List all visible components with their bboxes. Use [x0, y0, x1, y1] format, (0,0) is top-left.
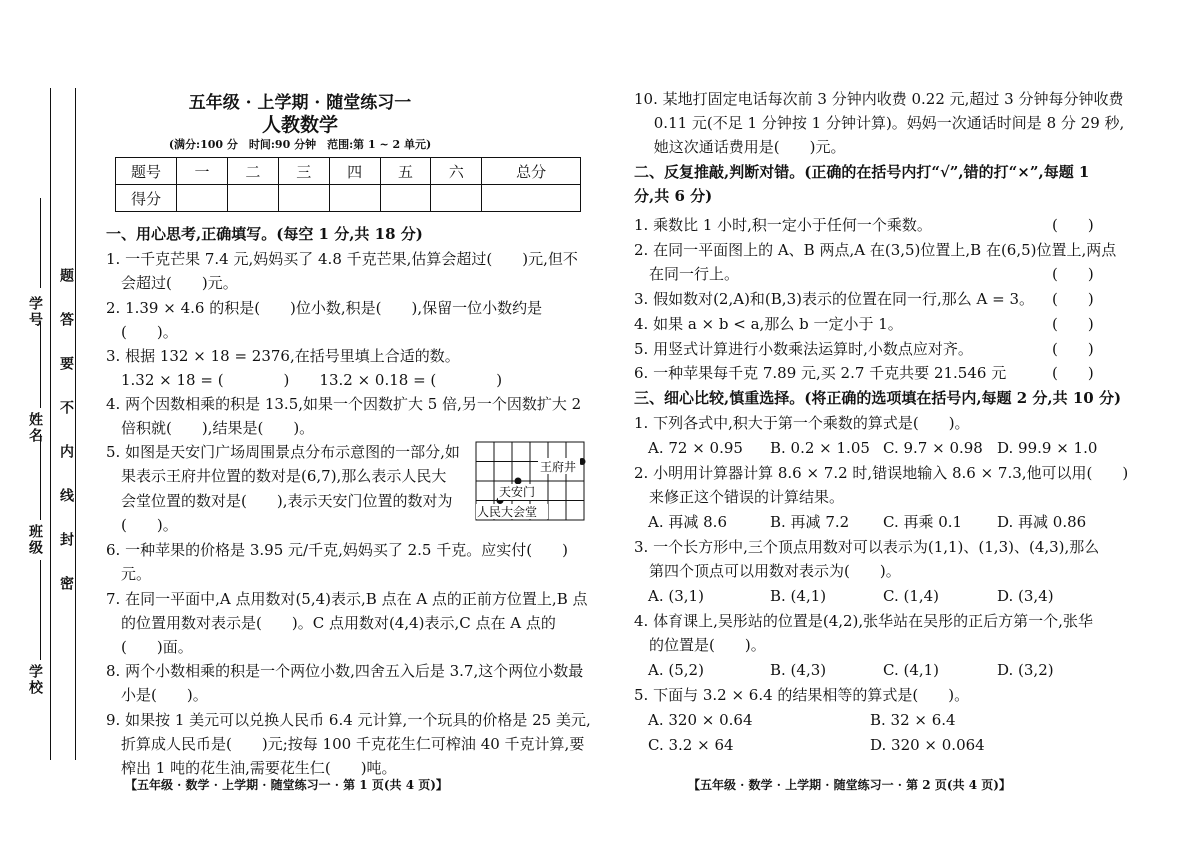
question-line: 5. 用竖式计算进行小数乘法运算时,小数点应对齐。 [634, 340, 973, 358]
option: A. (5,2) [648, 661, 704, 679]
score-header-cell: 二 [227, 158, 278, 185]
question-line: 小是( )。 [106, 686, 208, 704]
question-line: 4. 体育课上,吴彤站的位置是(4,2),张华站在吴彤的正后方第一个,张华 [634, 612, 1093, 630]
answer-paren[interactable]: ( ) [1052, 265, 1094, 283]
question-line: 9. 如果按 1 美元可以兑换人民币 6.4 元计算,一个玩具的价格是 25 美元, [106, 711, 591, 729]
option: B. 再减 7.2 [770, 513, 850, 531]
option: A. (3,1) [648, 587, 704, 605]
wangfujing-label: 王府井 [540, 460, 577, 474]
option: C. 9.7 × 0.98 [883, 439, 983, 457]
score-cell[interactable] [431, 185, 482, 212]
question-line: 4. 如果 a × b < a,那么 b 一定小于 1。 [634, 315, 903, 333]
question-line: 1.32 × 18 = ( ) 13.2 × 0.18 = ( ) [106, 371, 503, 389]
answer-paren[interactable]: ( ) [1052, 216, 1094, 234]
question-line: 的位置是( )。 [634, 636, 766, 654]
seal-char: 答 [58, 312, 74, 328]
tiananmen-point [515, 478, 522, 485]
answer-paren[interactable]: ( ) [1052, 364, 1094, 382]
question-line: 会超过( )元。 [106, 274, 238, 292]
right-footer: 【五年级 · 数学 · 上学期 · 随堂练习一 · 第 2 页(共 4 页)】 [688, 778, 1011, 792]
option: B. (4,3) [770, 661, 827, 679]
question-line: 1. 下列各式中,积大于第一个乘数的算式是( )。 [634, 414, 970, 432]
label-student-id: 学号 [27, 296, 43, 328]
answer-paren[interactable]: ( ) [1052, 340, 1094, 358]
label-class: 班级 [27, 524, 43, 556]
question-line: 2. 小明用计算器计算 8.6 × 7.2 时,错误地输入 8.6 × 7.3,他可以用( ) [634, 464, 1129, 482]
left-footer: 【五年级 · 数学 · 上学期 · 随堂练习一 · 第 1 页(共 4 页)】 [125, 778, 448, 792]
margin-rule [50, 88, 51, 760]
question-line: 5. 如图是天安门广场周围景点分布示意图的一部分,如 [106, 443, 460, 461]
seal-char: 不 [58, 400, 74, 416]
question-line: 6. 一种苹果的价格是 3.95 元/千克,妈妈买了 2.5 千克。应实付( ) [106, 541, 568, 559]
score-cell[interactable] [278, 185, 329, 212]
option: A. 320 × 0.64 [648, 711, 753, 729]
option: C. 再乘 0.1 [883, 513, 963, 531]
question-line: 0.11 元(不足 1 分钟按 1 分钟计算)。妈妈一次通话时间是 8 分 29 秒, [634, 114, 1125, 132]
answer-paren[interactable]: ( ) [1052, 290, 1094, 308]
seal-char: 线 [58, 488, 74, 504]
score-header-cell: 总分 [482, 158, 581, 185]
question-line: 7. 在同一平面中,A 点用数对(5,4)表示,B 点在 A 点的正前方位置上,B 点 [106, 590, 588, 608]
seal-char: 内 [58, 444, 74, 460]
question-line: ( )。 [106, 323, 178, 341]
score-row-label: 得分 [116, 185, 177, 212]
question-line: 果表示王府井位置的数对是(6,7),那么表示人民大 [106, 467, 447, 485]
seal-char: 封 [58, 532, 74, 548]
score-header-cell: 题号 [116, 158, 177, 185]
question-line: 的位置用数对表示是( )。C 点用数对(4,4)表示,C 点在 A 点的 [106, 614, 556, 632]
seal-char: 题 [58, 268, 74, 284]
question-line: 3. 根据 132 × 18 = 2376,在括号里填上合适的数。 [106, 347, 460, 365]
option: C. 3.2 × 64 [648, 736, 734, 754]
question-line: 来修正这个错误的计算结果。 [634, 488, 845, 506]
score-table [115, 157, 581, 212]
score-header-cell: 五 [380, 158, 431, 185]
question-line: ( )。 [106, 516, 178, 534]
score-cell[interactable] [227, 185, 278, 212]
section-heading: 分,共 6 分) [634, 187, 713, 205]
score-header-cell: 四 [329, 158, 380, 185]
option: C. (4,1) [883, 661, 940, 679]
question-line: 5. 下面与 3.2 × 6.4 的结果相等的算式是( )。 [634, 686, 970, 704]
question-line: 6. 一种苹果每千克 7.89 元,买 2.7 千克共要 21.546 元 [634, 364, 1007, 382]
option: D. 99.9 × 1.0 [997, 439, 1098, 457]
question-line: 会堂位置的数对是( ),表示天安门位置的数对为 [106, 492, 453, 510]
renmin-label: 人民大会堂 [477, 505, 538, 519]
score-header-row [116, 158, 581, 185]
seal-char: 要 [58, 356, 74, 372]
section-heading: 一、用心思考,正确填写。(每空 1 分,共 18 分) [106, 225, 423, 243]
option: D. 再减 0.86 [997, 513, 1087, 531]
right-column [634, 89, 1134, 769]
label-school: 学校 [27, 664, 43, 696]
question-line: 10. 某地打固定电话每次前 3 分钟内收费 0.22 元,超过 3 分钟每分钟收费 [634, 90, 1124, 108]
fill-line [40, 434, 41, 520]
score-header-cell: 六 [431, 158, 482, 185]
question-line: 8. 两个小数相乘的积是一个两位小数,四舍五入后是 3.7,这个两位小数最 [106, 662, 584, 680]
section-heading: 二、反复推敲,判断对错。(正确的在括号内打“√”,错的打“×”,每题 1 [634, 163, 1090, 181]
score-input-row [116, 185, 581, 212]
fill-line [40, 198, 41, 288]
question-line: 倍积就( ),结果是( )。 [106, 419, 315, 437]
score-cell[interactable] [329, 185, 380, 212]
map-grid-figure [474, 440, 586, 524]
question-line: 她这次通话费用是( )元。 [634, 138, 846, 156]
question-line: 2. 在同一平面图上的 A、B 两点,A 在(3,5)位置上,B 在(6,5)位置上,两点 [634, 241, 1117, 259]
question-line: 3. 一个长方形中,三个顶点用数对可以表示为(1,1)、(1,3)、(4,3),那么 [634, 538, 1100, 556]
question-line: 元。 [106, 565, 152, 583]
margin-rule [75, 88, 76, 760]
score-header-cell: 一 [177, 158, 228, 185]
question-line: 2. 1.39 × 4.6 的积是( )位小数,积是( ),保留一位小数约是 [106, 299, 543, 317]
exam-info: (满分:100 分 时间:90 分钟 范围:第 1 ~ 2 单元) [168, 138, 432, 151]
answer-paren[interactable]: ( ) [1052, 315, 1094, 333]
label-name: 姓名 [27, 412, 43, 444]
score-cell[interactable] [482, 185, 581, 212]
question-line: 折算成人民币是( )元;按每 100 千克花生仁可榨油 40 千克计算,要 [106, 735, 585, 753]
exam-title: 五年级 · 上学期 · 随堂练习一 [188, 93, 412, 113]
seal-char: 密 [58, 576, 74, 592]
question-line: 3. 假如数对(2,A)和(B,3)表示的位置在同一行,那么 A = 3。 [634, 290, 1034, 308]
question-line: 1. 乘数比 1 小时,积一定小于任何一个乘数。 [634, 216, 932, 234]
fill-line [40, 560, 41, 660]
section-heading: 三、细心比较,慎重选择。(将正确的选项填在括号内,每题 2 分,共 10 分) [634, 389, 1122, 407]
option: B. (4,1) [770, 587, 827, 605]
option: D. (3,2) [997, 661, 1054, 679]
tiananmen-label: 天安门 [499, 485, 536, 499]
option: A. 72 × 0.95 [648, 439, 743, 457]
option: C. (1,4) [883, 587, 940, 605]
exam-subtitle: 人教数学 [261, 114, 338, 136]
option: B. 0.2 × 1.05 [770, 439, 870, 457]
question-line: 4. 两个因数相乘的积是 13.5,如果一个因数扩大 5 倍,另一个因数扩大 2 [106, 395, 582, 413]
score-header-cell: 三 [278, 158, 329, 185]
question-line: 第四个顶点可以用数对表示为( )。 [634, 562, 901, 580]
score-cell[interactable] [177, 185, 228, 212]
option: A. 再减 8.6 [648, 513, 727, 531]
question-line: 榨出 1 吨的花生油,需要花生仁( )吨。 [106, 759, 397, 777]
question-line: 在同一行上。 [634, 265, 740, 283]
question-line: 1. 一千克芒果 7.4 元,妈妈买了 4.8 千克芒果,估算会超过( )元,但不 [106, 250, 578, 268]
option: D. (3,4) [997, 587, 1054, 605]
question-line: ( )面。 [106, 638, 193, 656]
fill-line [40, 322, 41, 408]
score-cell[interactable] [380, 185, 431, 212]
option: B. 32 × 6.4 [870, 711, 956, 729]
option: D. 320 × 0.064 [870, 736, 985, 754]
